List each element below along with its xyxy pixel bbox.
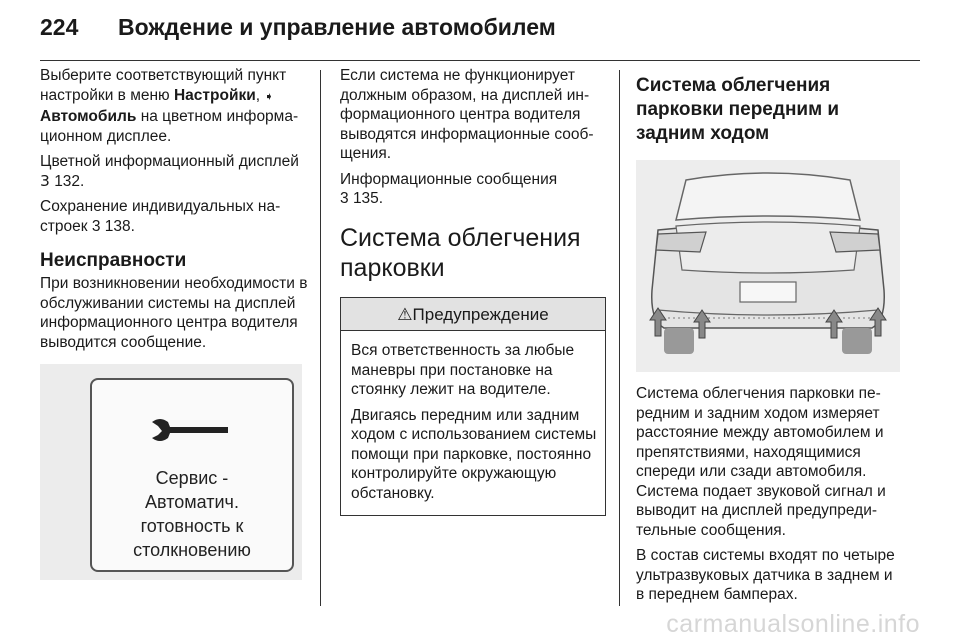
paragraph-info-display: Цветной информационный дисплей 3 132. [40,153,299,190]
header-rule [40,60,920,61]
display-frame [90,378,294,572]
paragraph-parking-description: Система облегчения парковки передним и задним ходом измеряет расстояние между автомобилем и препятствиями, находящимися спереди или сзади автомобиля. Система подает звуковой сигнал и выводит на дисплей предупредительные сообщения. [636,385,886,539]
column-3 [636,66,904,611]
warning-body: Вся ответственность за любые маневры при постановке на стоянку лежит на водителе. Двигаясь передним или задним ходом с использованием системы помощи при парковке, постоянно контролируйте окружающую обстановку. [351,342,597,502]
section-heading-parking-assist: Система облегчения парковки передним и задним ходом [636,75,840,144]
column-2 [340,66,606,516]
paragraph-sensors: В состав системы входят по четыре ультразвуковых датчика в заднем и в переднем бамперах. [636,547,895,603]
page-ref-icon: 3 [91,217,101,235]
paragraph-info-messages: Информационные сообщения 3 135. [340,170,558,207]
page-ref-icon: 3 [340,190,349,207]
car-rear-illustration [636,160,900,372]
page-header [40,14,556,41]
wrench-icon [150,416,230,446]
menu-arrow-icon: ➧ [264,90,274,103]
column-1 [40,66,308,580]
warning-header: ⚠Предупреждение [341,298,605,332]
section-heading-parking: Система облегчения парковки [340,223,581,282]
paragraph-faults: При возникновении необходимости в обслуживании системы на дисплей информационного центра водителя выводится сообщение. [40,275,308,351]
column-divider-1 [320,70,321,606]
watermark: carmanualsonline.info [666,610,920,638]
paragraph-settings: Выберите соответствующий пункт настройки в меню Настройки, ➧ Автомобиль на цветном информационном дисплее. [40,67,299,145]
page-number: 224 [40,14,79,40]
column-divider-2 [619,70,620,606]
display-message: Сервис - Автоматич. готовность к столкновению [133,468,251,560]
page-title: Вождение и управление автомобилем [118,14,556,40]
warning-box [340,297,606,517]
page-ref-icon: 3 [40,171,50,190]
warning-triangle-icon: ⚠ [397,304,413,324]
paragraph-malfunction: Если система не функционирует должным образом, на дисплей информационного центра водителя выводятся информационные сообщения. [340,67,594,162]
section-heading-faults: Неисправности [40,250,187,271]
service-message-display [40,364,302,580]
paragraph-save-settings: Сохранение индивидуальных настроек 3 138. [40,198,281,235]
